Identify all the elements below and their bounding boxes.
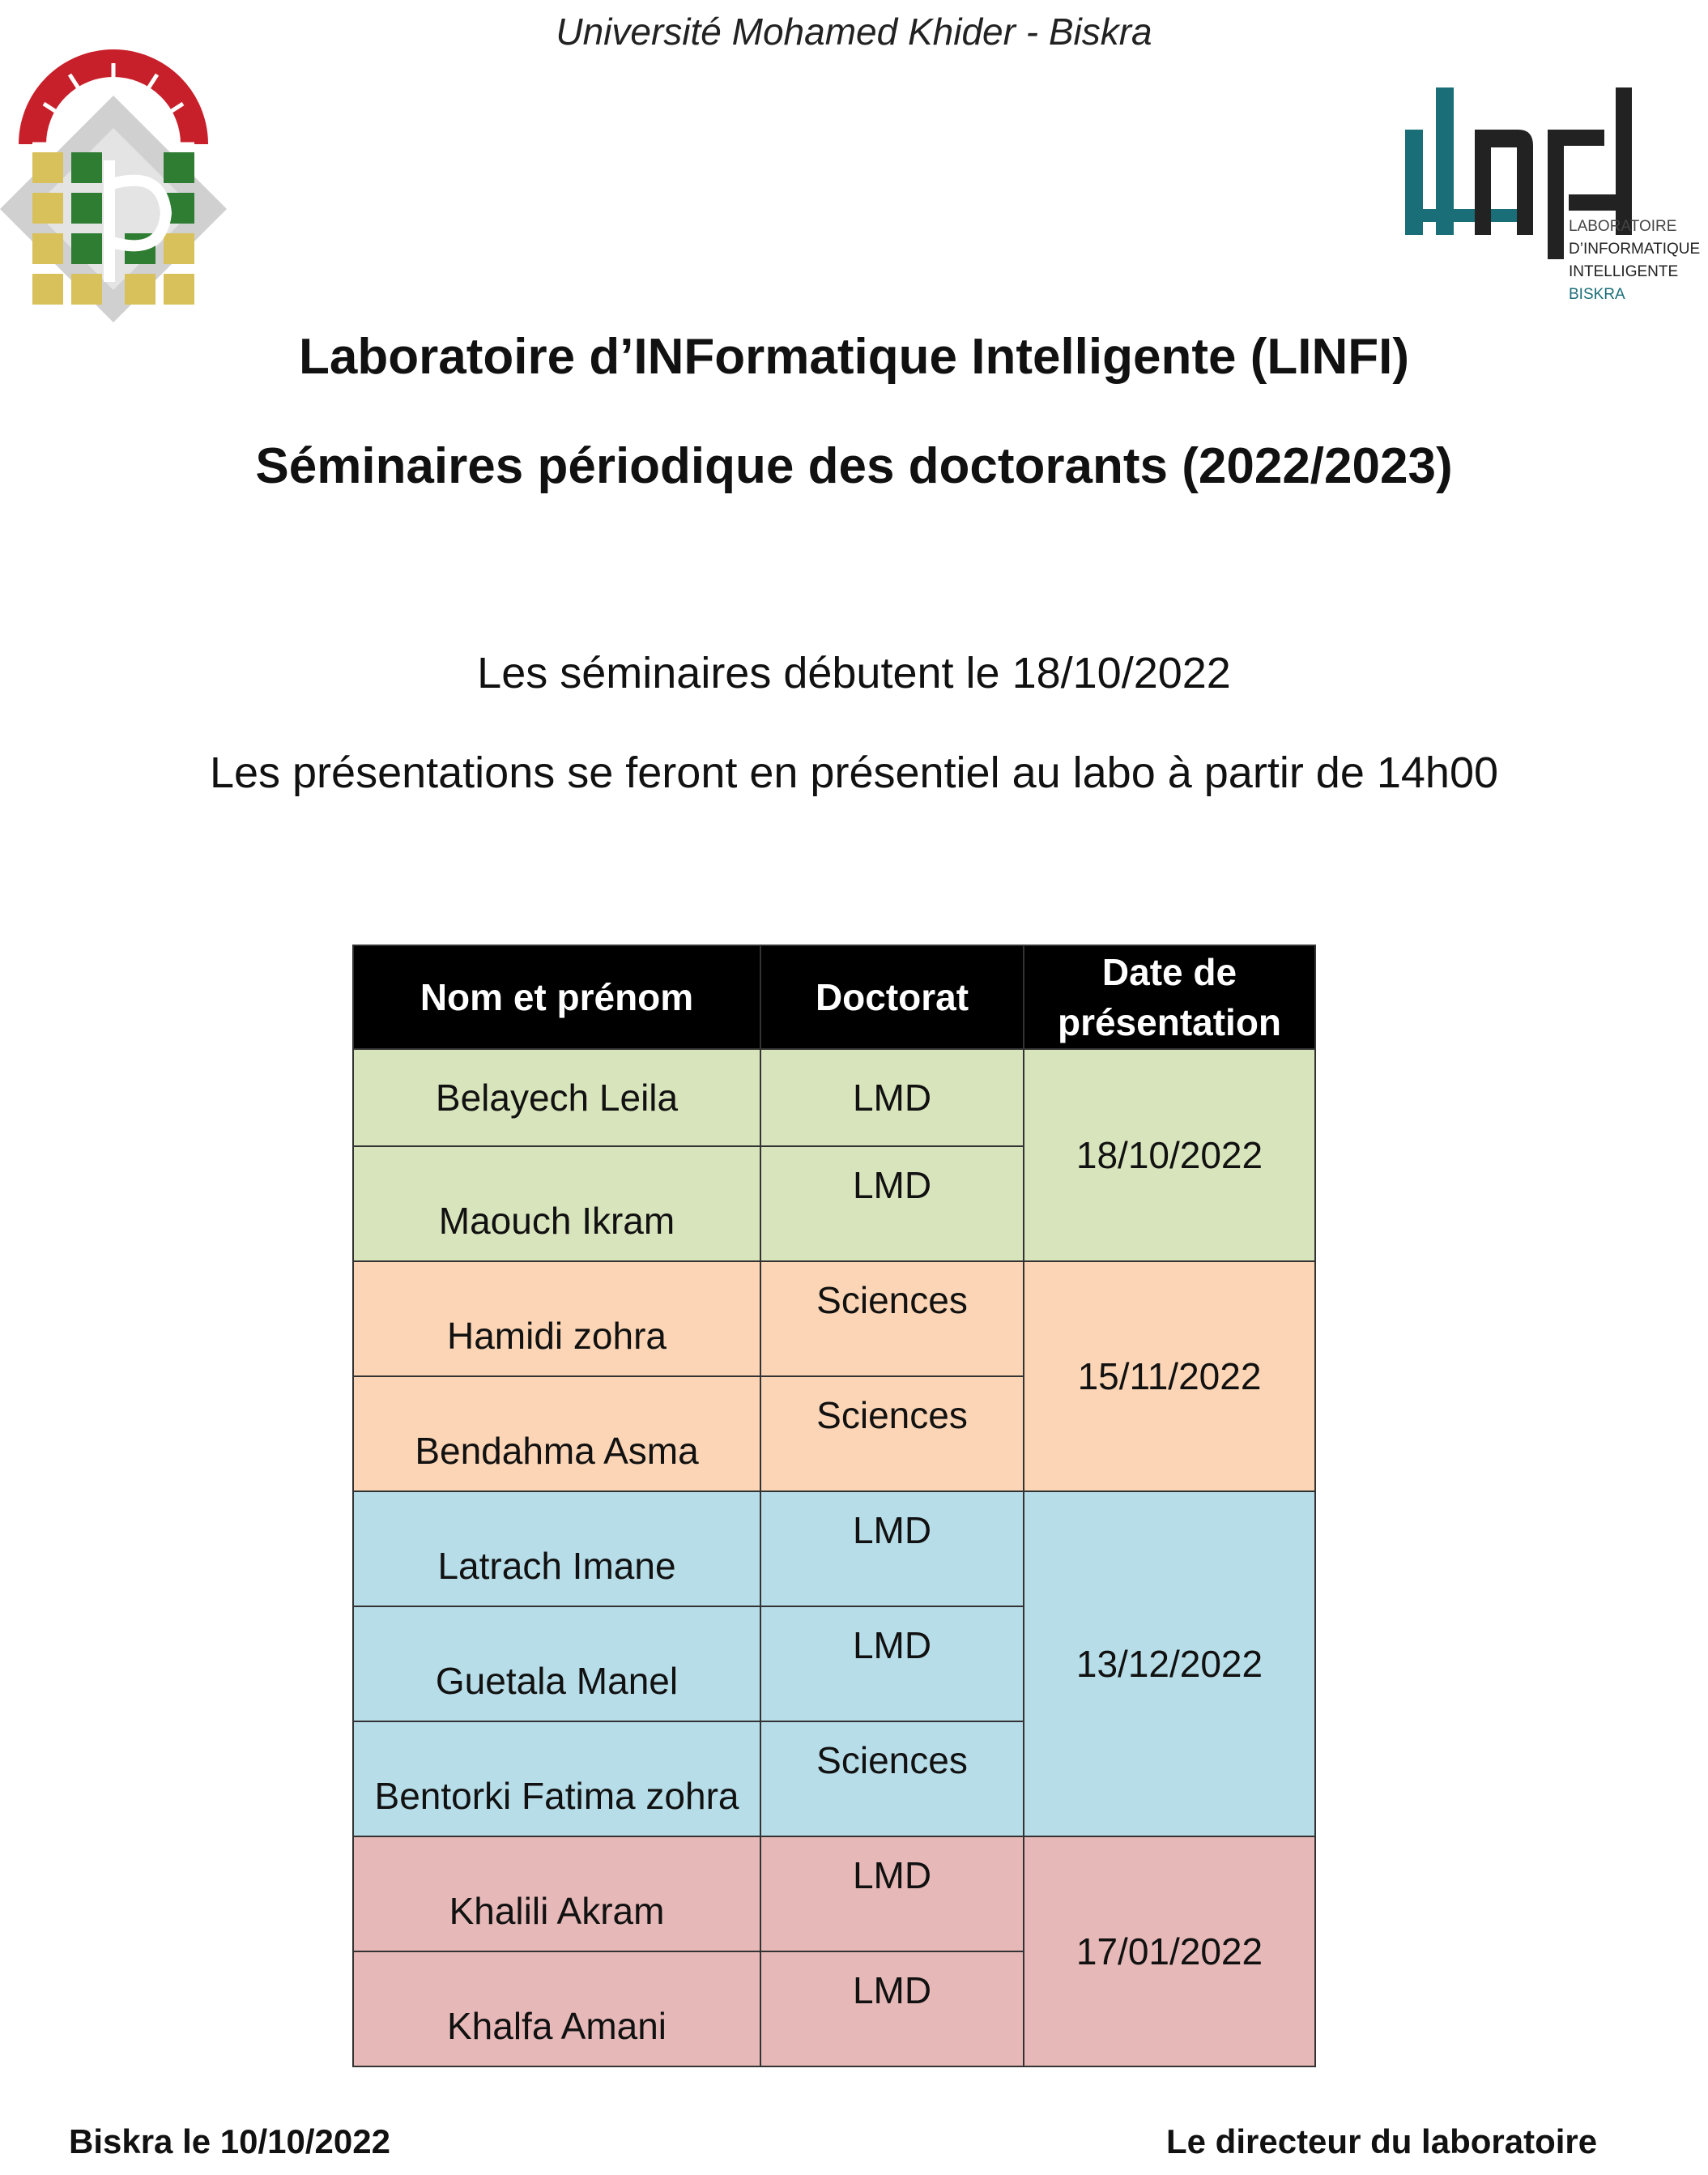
doctorat-type: Sciences — [760, 1376, 1024, 1491]
doctorat-type: LMD — [760, 1491, 1024, 1606]
linfi-logo-icon — [1397, 81, 1705, 316]
doctorat-type: LMD — [760, 1049, 1024, 1146]
student-name: Khalfa Amani — [353, 1951, 760, 2066]
doctorat-type: Sciences — [760, 1721, 1024, 1836]
doctorat-type: Sciences — [760, 1261, 1024, 1376]
student-name: Bentorki Fatima zohra — [353, 1721, 760, 1836]
table-row — [353, 1261, 1315, 1376]
header-date — [1024, 945, 1315, 1049]
lab-logo-line3: INTELLIGENTE — [1569, 263, 1679, 280]
start-date-text: Les séminaires débutent le 18/10/2022 — [477, 649, 1231, 697]
seminars-title: Séminaires périodique des doctorants (2022/2023) — [255, 438, 1453, 494]
place-date: Biskra le 10/10/2022 — [69, 2122, 390, 2160]
lab-title: Laboratoire d’INFormatique Intelligente (LINFI) — [299, 329, 1409, 385]
doctorat-type: LMD — [760, 1606, 1024, 1721]
student-name: Hamidi zohra — [353, 1261, 760, 1376]
student-name: Guetala Manel — [353, 1606, 760, 1721]
presentation-date: 15/11/2022 — [1024, 1261, 1315, 1491]
presentation-date: 18/10/2022 — [1024, 1049, 1315, 1261]
location-text: Les présentations se feront en présentiel au labo à partir de 14h00 — [209, 748, 1499, 797]
student-name: Bendahma Asma — [353, 1376, 760, 1491]
presentation-date: 17/01/2022 — [1024, 1836, 1315, 2066]
header-date-line1: Date de — [1101, 951, 1237, 993]
university-logo-icon — [0, 39, 231, 322]
student-name: Khalili Akram — [353, 1836, 760, 1951]
student-name: Maouch Ikram — [353, 1146, 760, 1261]
table-row — [353, 1836, 1315, 1951]
table-row — [353, 1491, 1315, 1606]
student-name: Belayech Leila — [353, 1049, 760, 1146]
presentation-date: 13/12/2022 — [1024, 1491, 1315, 1836]
lab-logo-line4: BISKRA — [1569, 286, 1625, 303]
doctorat-type: LMD — [760, 1951, 1024, 2066]
header-date-line2: présentation — [1057, 1001, 1282, 1043]
doctorat-type: LMD — [760, 1146, 1024, 1261]
schedule-table — [352, 945, 1316, 2067]
table-row — [353, 1049, 1315, 1146]
university-name: Université Mohamed Khider - Biskra — [556, 11, 1152, 53]
header-doctorat: Doctorat — [760, 945, 1024, 1049]
doctorat-type: LMD — [760, 1836, 1024, 1951]
lab-logo-line2: D’INFORMATIQUE — [1569, 241, 1701, 258]
student-name: Latrach Imane — [353, 1491, 760, 1606]
lab-logo-line1: LABORATOIRE — [1569, 218, 1677, 235]
table-header-row — [353, 945, 1315, 1049]
director-signature-label: Le directeur du laboratoire — [1166, 2122, 1598, 2160]
header-name: Nom et prénom — [353, 945, 760, 1049]
